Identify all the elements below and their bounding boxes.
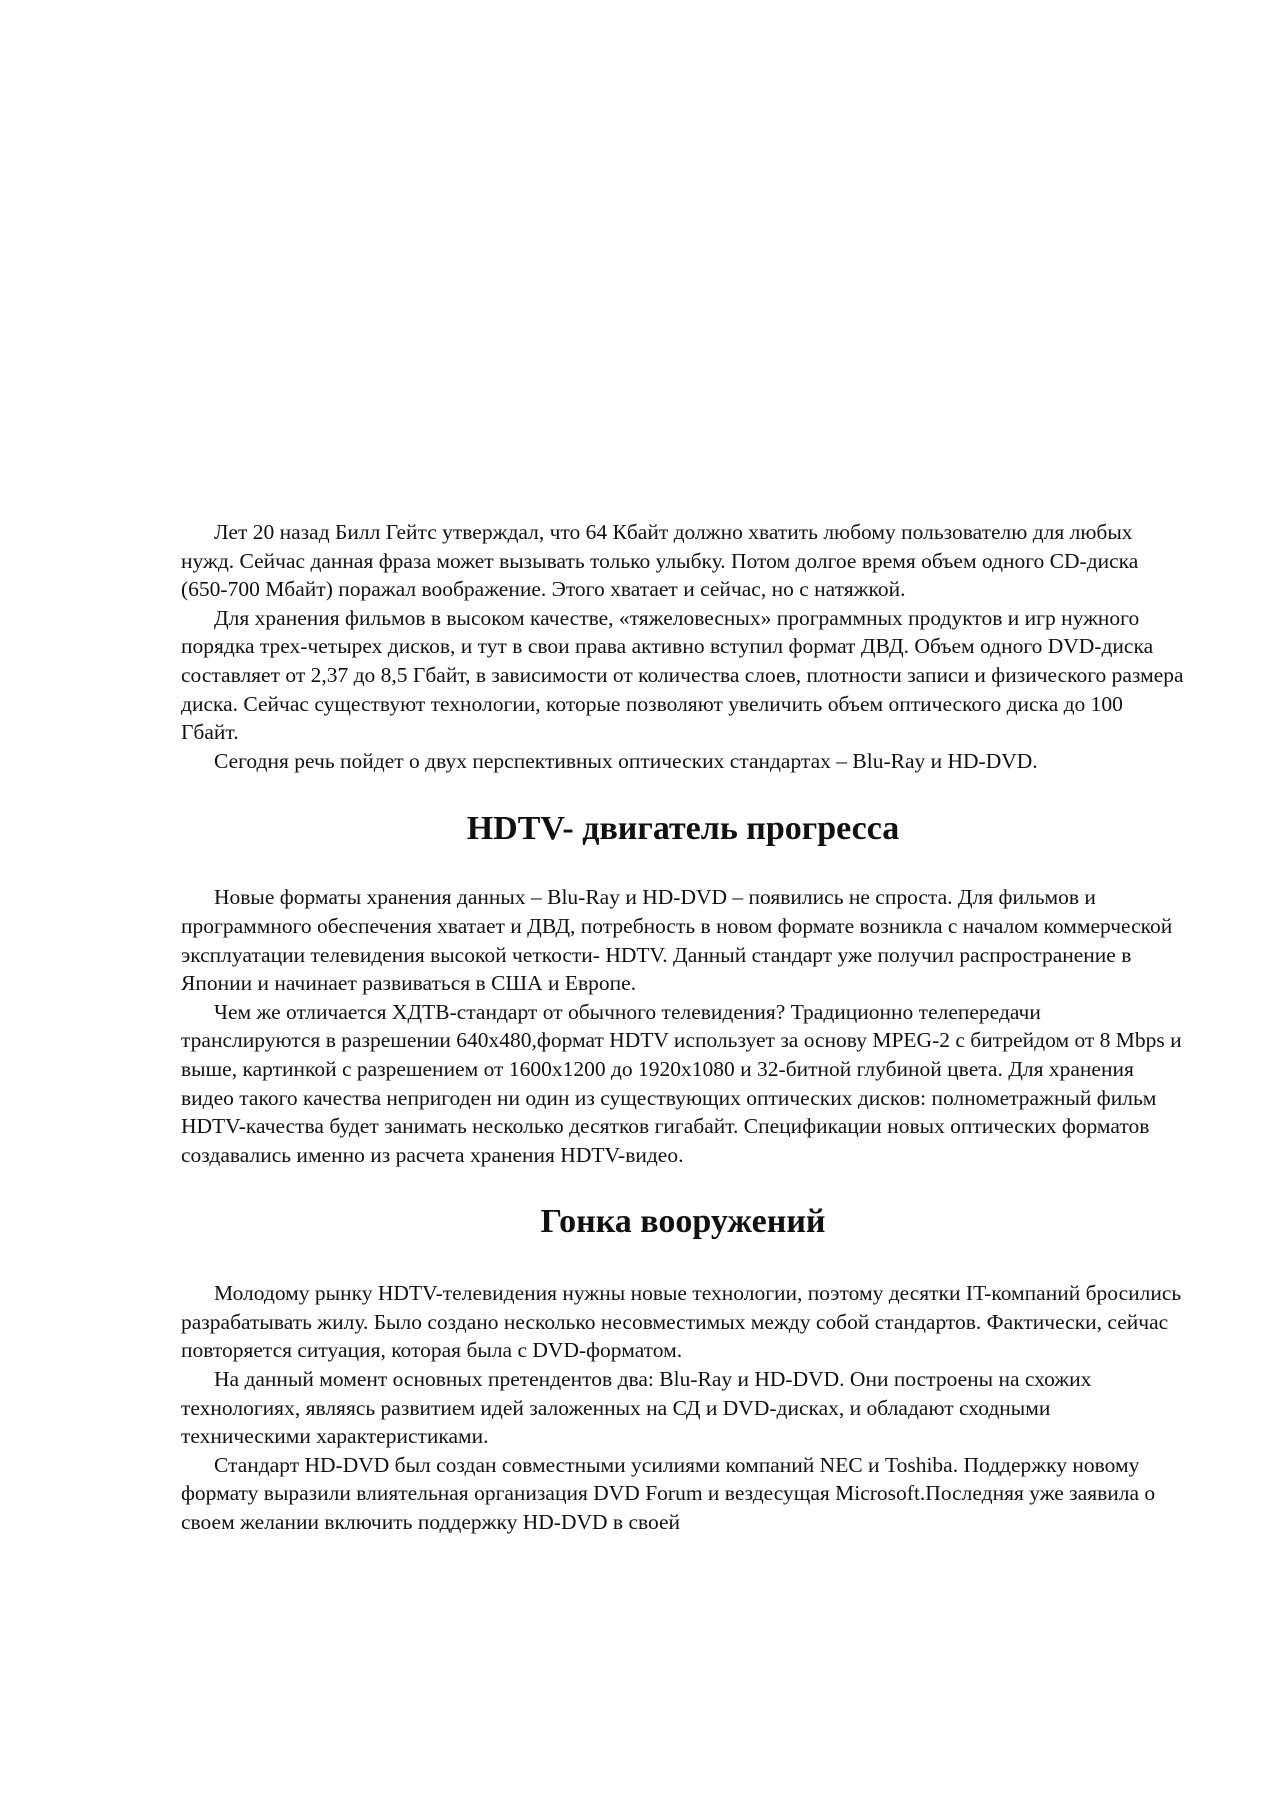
section-heading-arms-race: Гонка вооружений bbox=[540, 1203, 826, 1241]
section2-paragraph-3: Стандарт HD-DVD был создан совместными усилиями компаний NEC и Toshiba. Поддержку новому формату выразили влиятельная организация DVD Forum и вездесущая Microsoft.Последняя уже заявила о своем желании включить поддержку HD-DVD в своей bbox=[181, 1452, 1156, 1535]
section2-paragraph-2: На данный момент основных претендентов два: Blu-Ray и HD-DVD. Они построены на схожих технологиях, являясь развитием идей заложенных на СД и DVD-дисках, и обладают сходными техническими характеристиками. bbox=[181, 1367, 1092, 1449]
document-body bbox=[181, 518, 1185, 1537]
section-heading-hdtv: HDTV- двигатель прогресса bbox=[466, 810, 900, 848]
intro-paragraph-2: Для хранения фильмов в высоком качестве, «тяжеловесных» программных продуктов и игр нужного порядка трех-четырех дисков, и тут в свои права активно вступил формат ДВД. Объем одного DVD-диска составляет от 2,37 до 8,5 Гбайт, в зависимости от количества слоев, плотности записи и физического размера диска. Сейчас существуют технологии, которые позволяют увеличить объем оптического диска до 100 Гбайт. bbox=[181, 605, 1184, 745]
section1-paragraph-2: Чем же отличается ХДТВ-стандарт от обычного телевидения? Традиционно телепередачи транслируются в разрешении 640х480,формат HDTV использует за основу MPEG-2 с битрейдом от 8 Mbps и выше, картинкой с разрешением от 1600х1200 до 1920х1080 и 32-битной глубиной цвета. Для хранения видео такого качества непригоден ни один из существующих оптических дисков: полнометражный фильм HDTV-качества будет занимать несколько десятков гигабайт. Спецификации новых оптических форматов создавались именно из расчета хранения HDTV-видео. bbox=[181, 999, 1182, 1167]
intro-paragraph-3: Сегодня речь пойдет о двух перспективных оптических стандартах – Blu-Ray и HD-DVD. bbox=[214, 748, 1038, 773]
section2-paragraph-1: Молодому рынку HDTV-телевидения нужны новые технологии, поэтому десятки IT-компаний бросились разрабатывать жилу. Было создано несколько несовместимых между собой стандартов. Фактически, сейчас повторяется ситуация, которая была с DVD-форматом. bbox=[181, 1281, 1182, 1363]
intro-paragraph-1: Лет 20 назад Билл Гейтс утверждал, что 64 Кбайт должно хватить любому пользователю для любых нужд. Сейчас данная фраза может вызывать только улыбку. Потом долгое время объем одного CD-диска (650-700 Мбайт) поражал воображение. Этого хватает и сейчас, но с натяжкой. bbox=[181, 520, 1139, 602]
section1-paragraph-1: Новые форматы хранения данных – Blu-Ray и HD-DVD – появились не спроста. Для фильмов и программного обеспечения хватает и ДВД, потребность в новом формате возникла с началом коммерческой эксплуатации телевидения высокой четкости- HDTV. Данный стандарт уже получил распространение в Японии и начинает развиваться в США и Европе. bbox=[181, 885, 1173, 996]
